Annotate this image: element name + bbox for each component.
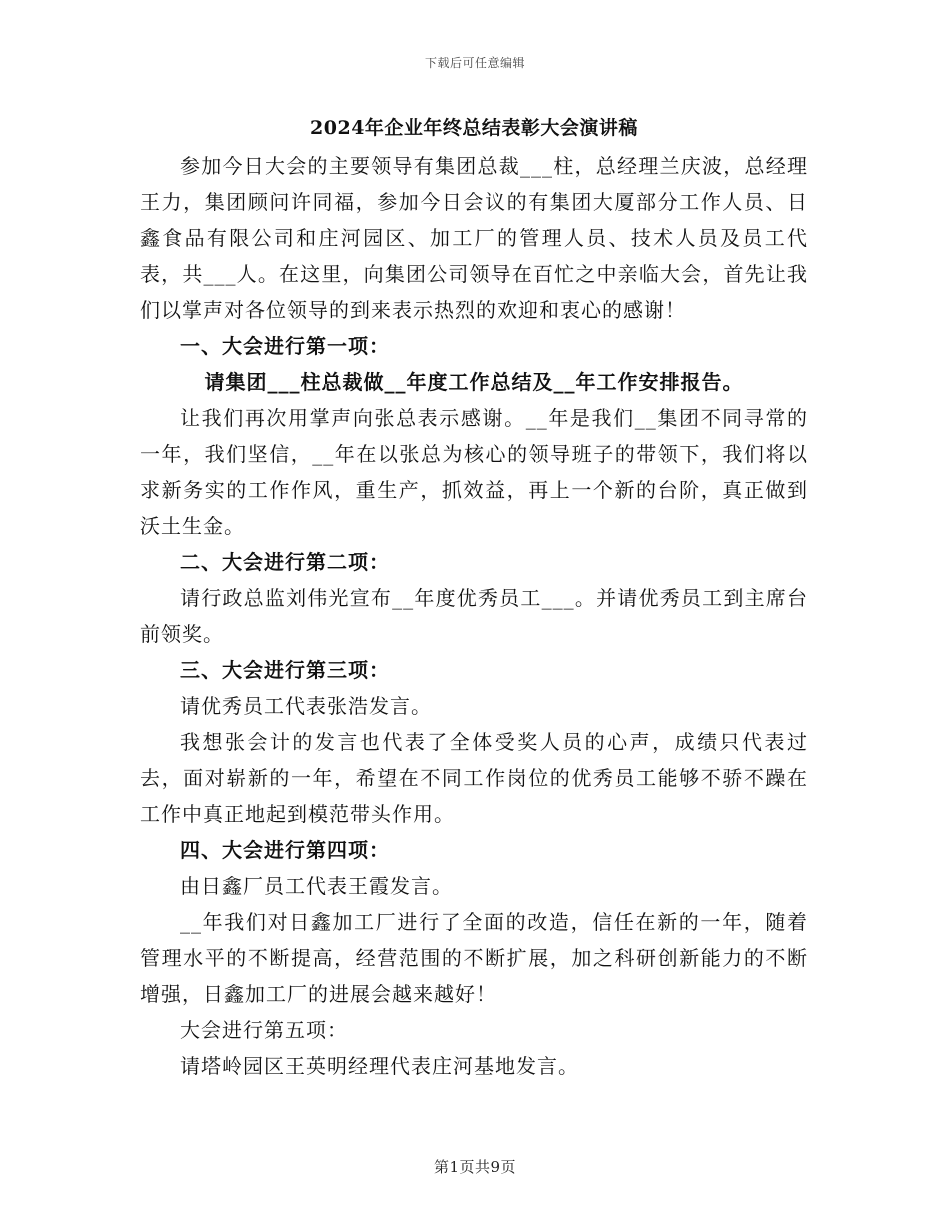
- section-subheading-1: 请集团___柱总裁做__年度工作总结及__年工作安排报告。: [204, 370, 744, 394]
- paragraph-section-4b: __年我们对日鑫加工厂进行了全面的改造，信任在新的一年，随着管理水平的不断提高，经营范围的不断扩展，加之科研创新能力的不断增强，日鑫加工厂的进展会越来越好！: [140, 910, 808, 1006]
- section-heading-3: 三、大会进行第三项：: [180, 658, 390, 682]
- paragraph-section-3a: 请优秀员工代表张浩发言。: [180, 694, 432, 718]
- paragraph-section-2: 请行政总监刘伟光宣布__年度优秀员工___。并请优秀员工到主席台前领奖。: [140, 586, 808, 646]
- section-heading-2: 二、大会进行第二项：: [180, 550, 390, 574]
- document-title: 2024年企业年终总结表彰大会演讲稿: [310, 117, 638, 139]
- section-heading-1: 一、大会进行第一项：: [180, 334, 390, 358]
- paragraph-section-1: 让我们再次用掌声向张总表示感谢。__年是我们__集团不同寻常的一年，我们坚信，__年在以张总为核心的领导班子的带领下，我们将以求新务实的工作作风，重生产，抓效益，再上一个新的台阶，真正做到沃土生金。: [140, 406, 808, 538]
- paragraph-section-4a: 由日鑫厂员工代表王霞发言。: [180, 874, 453, 898]
- document-body: [140, 110, 808, 1084]
- section-heading-4: 四、大会进行第四项：: [180, 838, 390, 862]
- paragraph-section-5: 请塔岭园区王英明经理代表庄河基地发言。: [180, 1054, 579, 1078]
- paragraph-section-3b: 我想张会计的发言也代表了全体受奖人员的心声，成绩只代表过去，面对崭新的一年，希望在不同工作岗位的优秀员工能够不骄不躁在工作中真正地起到模范带头作用。: [140, 730, 808, 826]
- page-number: 第1页共9页: [433, 1158, 517, 1176]
- header-note: 下载后可任意编辑: [424, 56, 525, 70]
- paragraph-section-5-heading: 大会进行第五项：: [180, 1018, 348, 1042]
- paragraph-intro: 参加今日大会的主要领导有集团总裁___柱，总经理兰庆波，总经理王力，集团顾问许同福，参加今日会议的有集团大厦部分工作人员、日鑫食品有限公司和庄河园区、加工厂的管理人员、技术人员及员工代表，共___人。在这里，向集团公司领导在百忙之中亲临大会，首先让我们以掌声对各位领导的到来表示热烈的欢迎和衷心的感谢！: [140, 154, 808, 322]
